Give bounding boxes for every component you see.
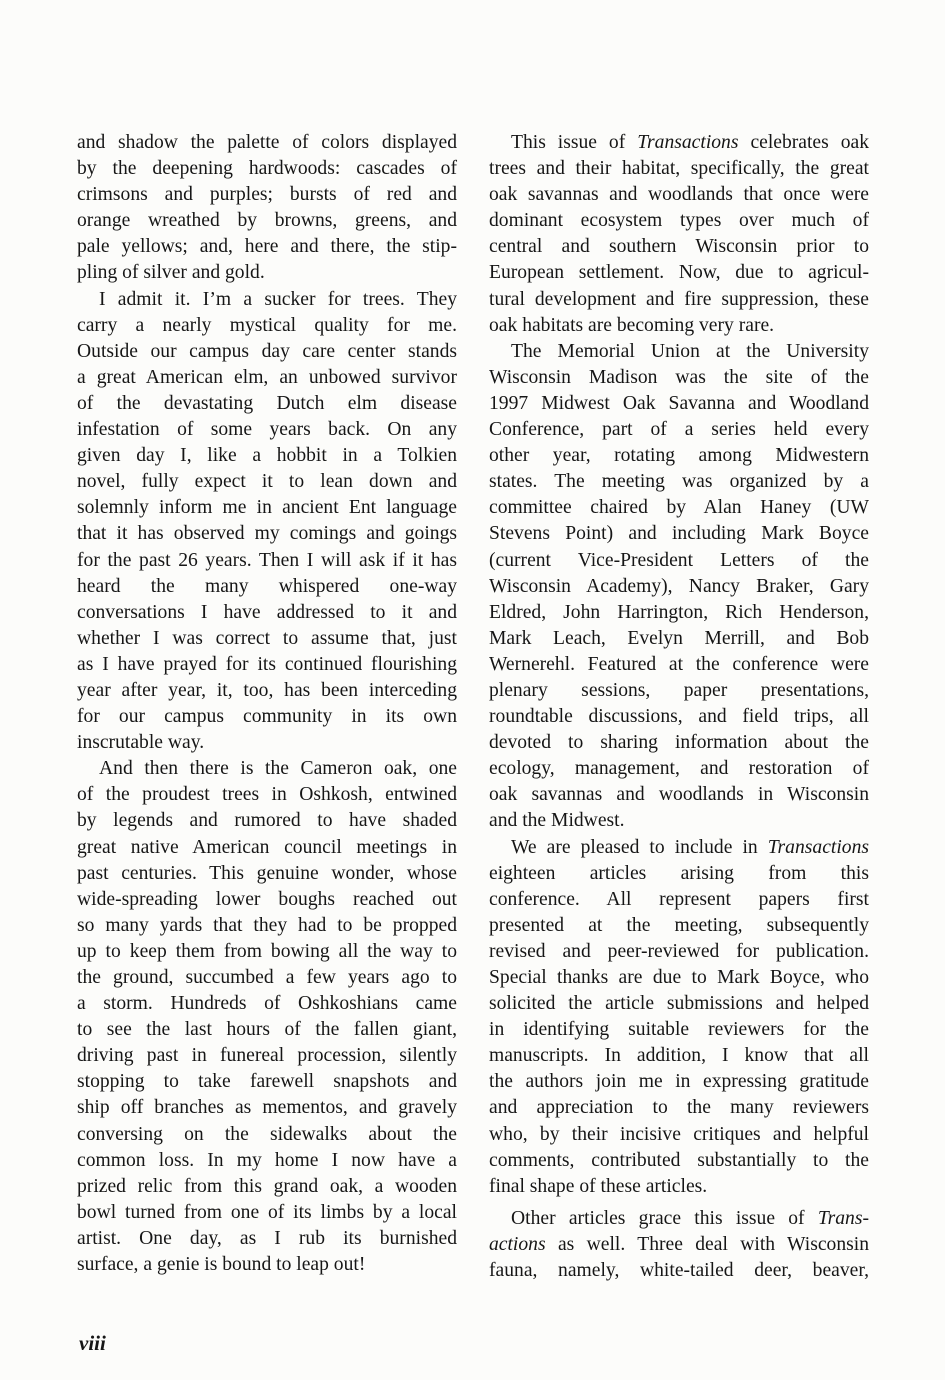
text-line: of the devastating Dutch elm disease bbox=[77, 392, 457, 414]
text-line: devoted to sharing information about the bbox=[489, 732, 869, 754]
text-line: whether I was correct to assume that, just bbox=[77, 627, 457, 649]
text-line: wide-spreading lower boughs reached out bbox=[77, 888, 457, 910]
text-line: inscrutable way. bbox=[77, 732, 205, 754]
text-line: solicited the article submissions and helped bbox=[489, 993, 869, 1015]
text-line: revised and peer-reviewed for publication. bbox=[489, 940, 869, 962]
text-line: Mark Leach, Evelyn Merrill, and Bob bbox=[489, 627, 869, 649]
text-line: by legends and rumored to have shaded bbox=[77, 810, 457, 832]
text-line: artist. One day, as I rub its burnished bbox=[77, 1227, 457, 1249]
paragraph-3 bbox=[77, 756, 457, 1278]
text-line: as I have prayed for its continued flourishing bbox=[77, 653, 457, 675]
page-number: viii bbox=[79, 1331, 106, 1355]
text-line: 1997 Midwest Oak Savanna and Woodland bbox=[489, 392, 869, 414]
text-line: other year, rotating among Midwestern bbox=[489, 445, 869, 467]
text-line: for the past 26 years. Then I will ask if it has bbox=[77, 549, 457, 571]
paragraph-other-articles bbox=[489, 1206, 869, 1284]
text-line: infestation of some years back. On any bbox=[77, 419, 457, 441]
text-line: a storm. Hundreds of Oshkoshians came bbox=[77, 993, 457, 1015]
text-line: heard the many whispered one-way bbox=[77, 575, 457, 597]
text-line: that it has observed my comings and goings bbox=[77, 523, 457, 545]
text-line: for our campus community in its own bbox=[77, 706, 457, 728]
text-line: tural development and fire suppression, these bbox=[489, 288, 869, 310]
text-line: carry a nearly mystical quality for me. bbox=[77, 314, 457, 336]
right-column bbox=[489, 130, 869, 1284]
left-column bbox=[77, 130, 457, 1278]
text-line: of the proudest trees in Oshkosh, entwined bbox=[77, 784, 457, 806]
text-line: Wisconsin Academy), Nancy Braker, Gary bbox=[489, 575, 869, 597]
text-line: Wernerehl. Featured at the conference were bbox=[489, 653, 869, 675]
text-line: plenary sessions, paper presentations, bbox=[489, 679, 869, 701]
text-line: Outside our campus day care center stands bbox=[77, 340, 457, 362]
text-line: And then there is the Cameron oak, one bbox=[99, 758, 457, 780]
text-line: presented at the meeting, subsequently bbox=[489, 914, 869, 936]
paragraph-intro bbox=[489, 130, 869, 339]
text-line: prized relic from this grand oak, a wooden bbox=[77, 1175, 457, 1197]
text-line: The Memorial Union at the University bbox=[511, 340, 869, 362]
text-line: the ground, succumbed a few years ago to bbox=[77, 967, 457, 988]
text-line: common loss. In my home I now have a bbox=[77, 1149, 457, 1171]
text-line: surface, a genie is bound to leap out! bbox=[77, 1254, 366, 1276]
text-line: great native American council meetings in bbox=[77, 836, 457, 858]
text-line: oak savannas and woodlands in Wisconsin bbox=[489, 784, 869, 806]
text-line: Special thanks are due to Mark Boyce, who bbox=[489, 967, 869, 988]
text-line: orange wreathed by browns, greens, and bbox=[77, 210, 457, 232]
text-line: trees and their habitat, specifically, the great bbox=[489, 158, 869, 180]
text-line: ecology, management, and restoration of bbox=[489, 758, 869, 780]
text-line: conversing on the sidewalks about the bbox=[77, 1123, 457, 1145]
text-line: dominant ecosystem types over much of bbox=[489, 210, 869, 232]
text-line: oak savannas and woodlands that once were bbox=[489, 184, 869, 206]
text-line: solemnly inform me in ancient Ent language bbox=[77, 497, 457, 519]
text-line: in identifying suitable reviewers for the bbox=[489, 1019, 869, 1041]
paragraph-articles bbox=[489, 835, 869, 1200]
text-line: manuscripts. In addition, I know that all bbox=[489, 1045, 869, 1067]
paragraph-2 bbox=[77, 287, 457, 757]
text-line: driving past in funereal procession, silently bbox=[77, 1045, 457, 1067]
text-line: conversations I have addressed to it and bbox=[77, 601, 457, 623]
text-line: and shadow the palette of colors displayed bbox=[77, 132, 457, 153]
text-line: final shape of these articles. bbox=[489, 1175, 708, 1197]
text-line: central and southern Wisconsin prior to bbox=[489, 236, 869, 258]
text-line: This issue of Transactions celebrates oak bbox=[511, 132, 870, 153]
text-line: European settlement. Now, due to agricul- bbox=[489, 262, 869, 284]
text-line: We are pleased to include in Transactions bbox=[511, 836, 869, 858]
text-line: pling of silver and gold. bbox=[77, 262, 265, 284]
text-line: Eldred, John Harrington, Rich Henderson, bbox=[489, 601, 869, 623]
text-line: fauna, namely, white-tailed deer, beaver, bbox=[489, 1260, 869, 1282]
text-line: crimsons and purples; bursts of red and bbox=[77, 184, 457, 206]
text-line: oak habitats are becoming very rare. bbox=[489, 314, 775, 336]
text-line: who, by their incisive critiques and helpful bbox=[489, 1123, 869, 1145]
text-line: I admit it. I’m a sucker for trees. They bbox=[99, 288, 457, 310]
text-line: (current Vice-President Letters of the bbox=[489, 549, 869, 571]
text-line: Conference, part of a series held every bbox=[489, 419, 869, 441]
text-line: bowl turned from one of its limbs by a local bbox=[77, 1201, 457, 1223]
text-line: so many yards that they had to be propped bbox=[77, 914, 457, 936]
text-line: ship off branches as mementos, and gravely bbox=[77, 1097, 457, 1119]
text-line: up to keep them from bowing all the way to bbox=[77, 940, 457, 962]
paragraph-1 bbox=[77, 130, 457, 287]
text-line: given day I, like a hobbit in a Tolkien bbox=[77, 445, 457, 467]
text-line: actions as well. Three deal with Wisconsin bbox=[489, 1233, 869, 1255]
text-line: Other articles grace this issue of Trans- bbox=[511, 1207, 869, 1229]
text-line: a great American elm, an unbowed survivor bbox=[77, 366, 457, 388]
text-line: eighteen articles arising from this bbox=[489, 862, 869, 884]
text-line: Stevens Point) and including Mark Boyce bbox=[489, 523, 869, 545]
text-line: to see the last hours of the fallen giant, bbox=[77, 1019, 457, 1041]
text-line: conference. All represent papers first bbox=[489, 888, 869, 910]
text-line: states. The meeting was organized by a bbox=[489, 471, 869, 493]
text-line: roundtable discussions, and field trips, all bbox=[489, 706, 869, 728]
text-line: pale yellows; and, here and there, the stip- bbox=[77, 236, 457, 258]
paragraph-conference bbox=[489, 339, 869, 835]
text-line: comments, contributed substantially to the bbox=[489, 1149, 869, 1171]
text-line: stopping to take farewell snapshots and bbox=[77, 1071, 457, 1093]
text-line: by the deepening hardwoods: cascades of bbox=[77, 158, 457, 180]
text-line: and the Midwest. bbox=[489, 810, 625, 832]
text-line: the authors join me in expressing gratitude bbox=[489, 1071, 869, 1093]
text-line: past centuries. This genuine wonder, whose bbox=[77, 862, 457, 884]
text-line: committee chaired by Alan Haney (UW bbox=[489, 497, 869, 519]
text-line: Wisconsin Madison was the site of the bbox=[489, 366, 869, 388]
text-line: and appreciation to the many reviewers bbox=[489, 1097, 869, 1119]
text-line: novel, fully expect it to lean down and bbox=[77, 471, 457, 493]
text-line: year after year, it, too, has been interceding bbox=[77, 679, 457, 701]
